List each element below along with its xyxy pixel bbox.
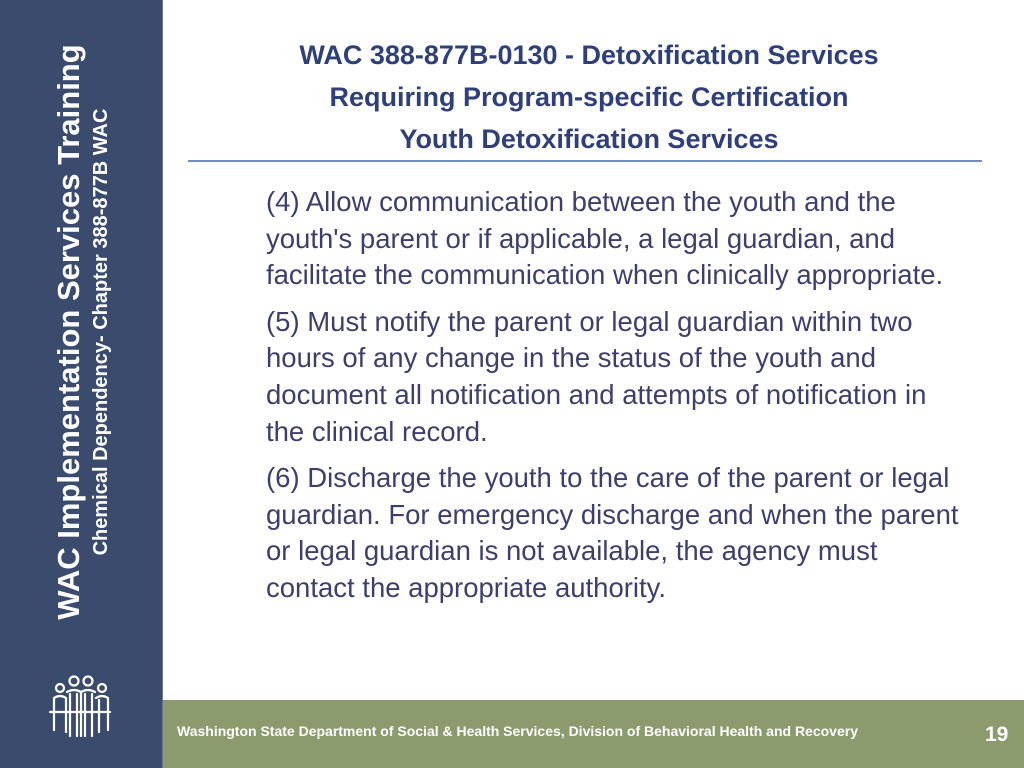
- body-item-5: (5) Must notify the parent or legal guardian within two hours of any change in the status of the youth and document all notification and attempts of notification in the clinical record.: [266, 305, 927, 447]
- page-number: 19: [985, 723, 1009, 746]
- title-line-2: Requiring Program-specific Certification: [329, 82, 849, 112]
- title-line-3: Youth Detoxification Services: [399, 124, 779, 154]
- footer-text: Washington State Department of Social & Health Services, Division of Behavioral Health and Recovery: [177, 723, 858, 739]
- body-item-4: (4) Allow communication between the youth and the youth's parent or if applicable, a legal guardian, and facilitate the communication when clinically appropriate.: [266, 186, 944, 291]
- title-line-1: WAC 388-877B-0130 - Detoxification Services: [299, 40, 879, 70]
- sidebar-rotated-text: [50, 32, 114, 632]
- slide-body: [266, 184, 972, 617]
- footer-bar: [163, 700, 1024, 768]
- sidebar-subtitle: Chemical Dependency- Chapter 388-877B WAC: [90, 108, 112, 556]
- title-divider: [188, 160, 982, 162]
- sidebar: [0, 0, 163, 768]
- dshs-people-logo-icon: [48, 672, 112, 740]
- sidebar-title: WAC Implementation Services Training: [51, 44, 86, 620]
- body-item-6: (6) Discharge the youth to the care of the parent or legal guardian. For emergency discharge and when the parent or legal guardian is not available, the agency must contact the appropriate authority.: [266, 462, 959, 603]
- slide-header: [188, 34, 990, 160]
